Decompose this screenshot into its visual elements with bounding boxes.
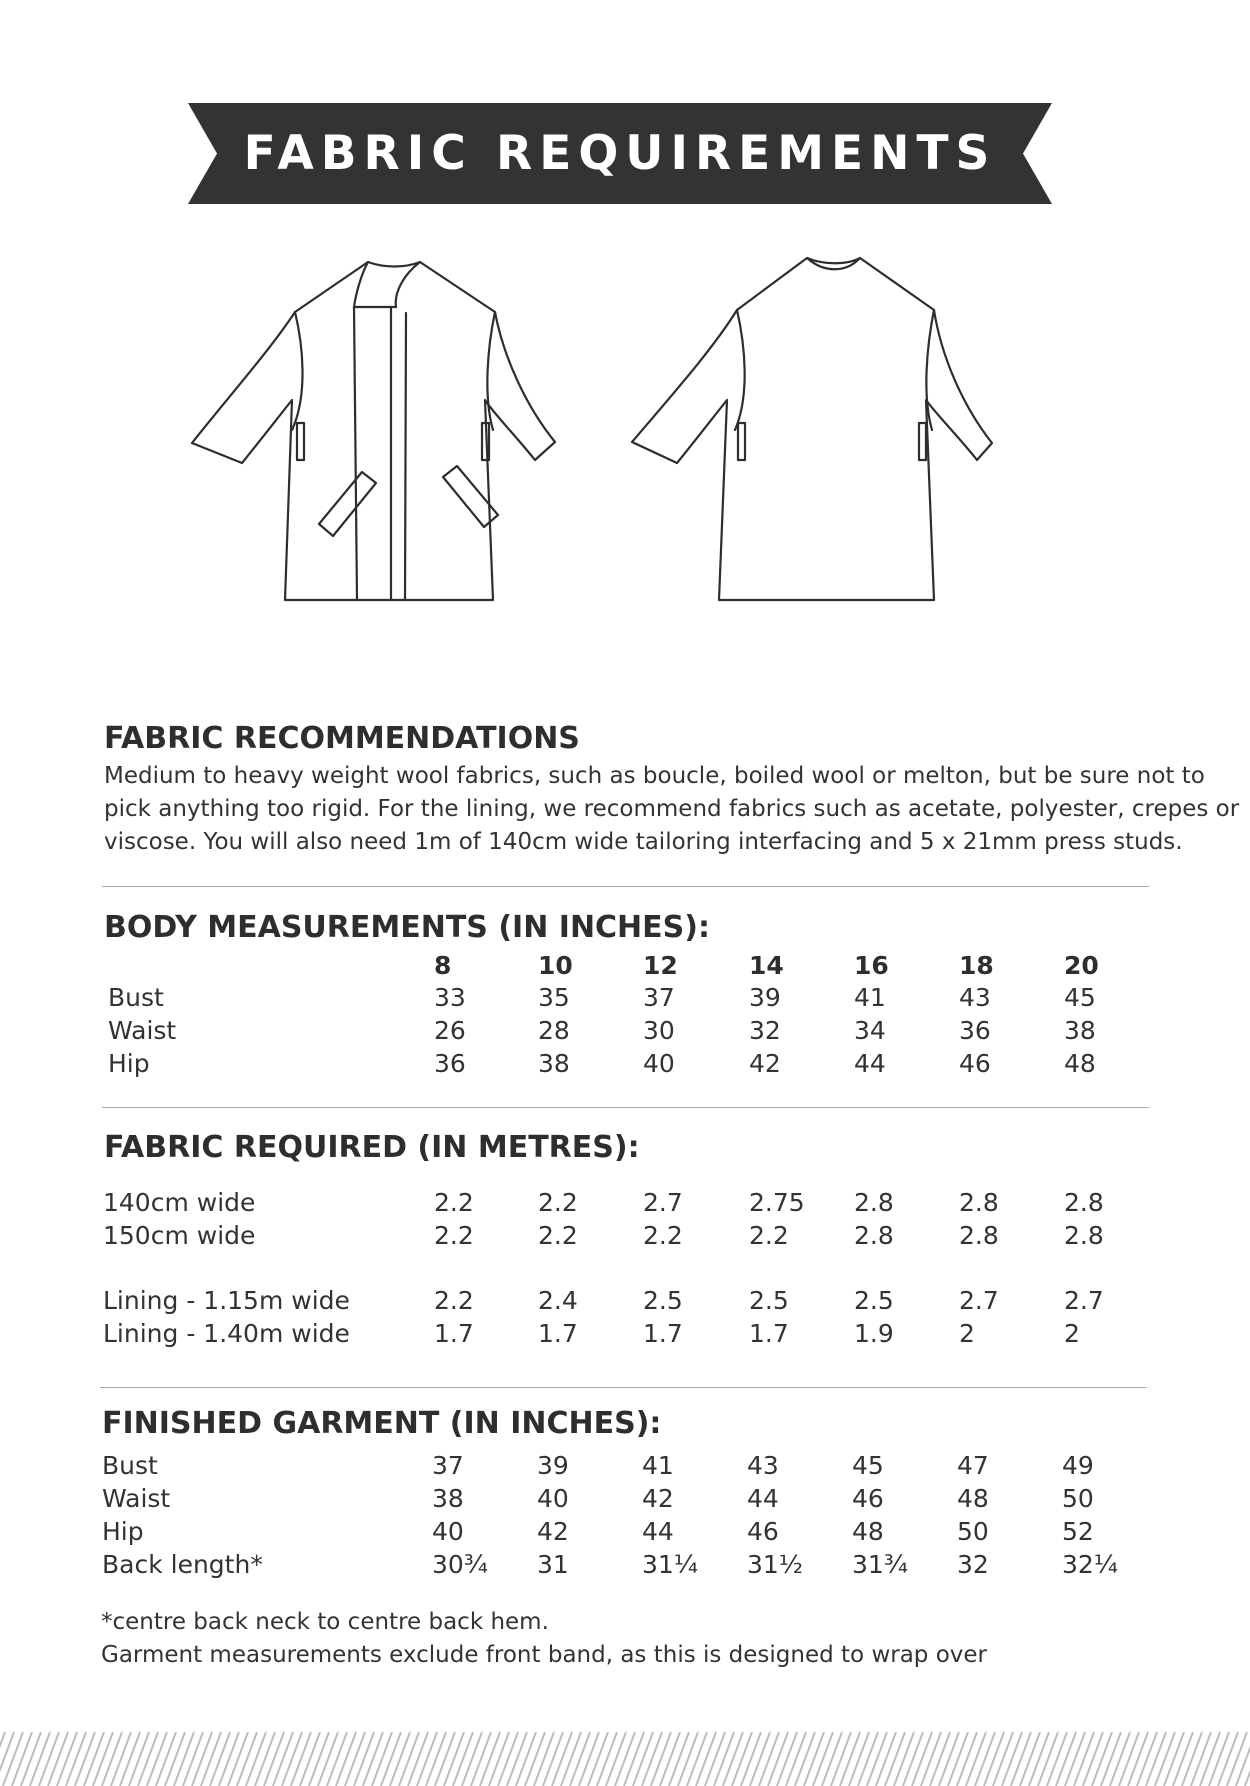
stripe-line xyxy=(228,1732,248,1786)
table-cell: 52 xyxy=(1062,1517,1094,1546)
table-cell: 49 xyxy=(1062,1451,1094,1480)
table-row xyxy=(0,1284,1250,1317)
stripe-line xyxy=(1083,1732,1103,1786)
stripe-line xyxy=(1173,1732,1193,1786)
stripe-line xyxy=(174,1732,194,1786)
table-cell: 2.2 xyxy=(434,1221,474,1250)
table-cell: 44 xyxy=(747,1484,779,1513)
table-cell: 39 xyxy=(749,983,781,1012)
stripe-line xyxy=(111,1732,131,1786)
table-cell: 1.7 xyxy=(643,1319,683,1348)
table-row xyxy=(0,1449,1250,1482)
stripe-line xyxy=(1119,1732,1139,1786)
stripe-line xyxy=(885,1732,905,1786)
table-row xyxy=(0,1186,1250,1219)
table-cell: 31 xyxy=(537,1550,569,1579)
stripe-line xyxy=(687,1732,707,1786)
table-cell: 2.2 xyxy=(538,1221,578,1250)
stripe-line xyxy=(318,1732,338,1786)
row-label: Waist xyxy=(108,1016,177,1045)
table-cell: 48 xyxy=(1064,1049,1096,1078)
table-cell: 2.8 xyxy=(854,1188,894,1217)
table-cell: 1.7 xyxy=(538,1319,578,1348)
stripe-line xyxy=(336,1732,356,1786)
stripe-line xyxy=(66,1732,86,1786)
stripe-line xyxy=(705,1732,725,1786)
stripe-line xyxy=(291,1732,311,1786)
size-header: 18 xyxy=(959,951,994,980)
stripe-line xyxy=(669,1732,689,1786)
stripe-line xyxy=(192,1732,212,1786)
page-title: FABRIC REQUIREMENTS xyxy=(243,126,997,181)
stripe-line xyxy=(786,1732,806,1786)
stripe-line xyxy=(399,1732,419,1786)
table-cell: 40 xyxy=(537,1484,569,1513)
stripe-line xyxy=(1029,1732,1049,1786)
stripe-line xyxy=(471,1732,491,1786)
table-row xyxy=(0,1548,1250,1581)
table-cell: 34 xyxy=(854,1016,886,1045)
stripe-line xyxy=(1047,1732,1067,1786)
table-cell: 38 xyxy=(1064,1016,1096,1045)
stripe-line xyxy=(309,1732,329,1786)
table-cell: 30¾ xyxy=(432,1550,489,1579)
stripe-line xyxy=(813,1732,833,1786)
stripe-line xyxy=(453,1732,473,1786)
fabric-required-heading: FABRIC REQUIRED (IN METRES): xyxy=(104,1130,640,1165)
stripe-line xyxy=(1110,1732,1130,1786)
table-cell: 2.4 xyxy=(538,1286,578,1315)
table-cell: 1.9 xyxy=(854,1319,894,1348)
table-cell: 2.2 xyxy=(749,1221,789,1250)
stripe-line xyxy=(84,1732,104,1786)
stripe-line xyxy=(525,1732,545,1786)
stripe-line xyxy=(561,1732,581,1786)
table-cell: 2.8 xyxy=(854,1221,894,1250)
coat-front-icon xyxy=(192,262,555,600)
stripe-line xyxy=(975,1732,995,1786)
size-header: 20 xyxy=(1064,951,1099,980)
table-cell: 2.8 xyxy=(1064,1188,1104,1217)
stripe-line xyxy=(876,1732,896,1786)
table-cell: 42 xyxy=(642,1484,674,1513)
stripe-line xyxy=(678,1732,698,1786)
stripe-line xyxy=(21,1732,41,1786)
size-header: 10 xyxy=(538,951,573,980)
size-header: 12 xyxy=(643,951,678,980)
stripe-line xyxy=(30,1732,50,1786)
recommendations-line: Medium to heavy weight wool fabrics, such as boucle, boiled wool or melton, but be sure not to xyxy=(104,763,1205,789)
stripe-line xyxy=(714,1732,734,1786)
garment-illustration xyxy=(185,255,1065,619)
stripe-line xyxy=(993,1732,1013,1786)
table-cell: 44 xyxy=(854,1049,886,1078)
stripe-line xyxy=(1128,1732,1148,1786)
table-cell: 36 xyxy=(434,1049,466,1078)
stripe-line xyxy=(660,1732,680,1786)
table-row xyxy=(0,981,1250,1014)
stripe-line xyxy=(1164,1732,1184,1786)
row-label: Bust xyxy=(102,1451,158,1480)
size-header-row xyxy=(0,949,1250,982)
footnote: *centre back neck to centre back hem. xyxy=(101,1609,549,1635)
stripe-line xyxy=(390,1732,410,1786)
table-cell: 2.5 xyxy=(854,1286,894,1315)
stripe-line xyxy=(444,1732,464,1786)
row-label: Bust xyxy=(108,983,164,1012)
recommendations-heading: FABRIC RECOMMENDATIONS xyxy=(104,721,580,756)
table-cell: 38 xyxy=(538,1049,570,1078)
table-cell: 38 xyxy=(432,1484,464,1513)
stripe-line xyxy=(246,1732,266,1786)
row-label: Hip xyxy=(108,1049,150,1078)
table-row xyxy=(0,1219,1250,1252)
stripe-line xyxy=(858,1732,878,1786)
stripe-line xyxy=(138,1732,158,1786)
row-label: Lining - 1.15m wide xyxy=(103,1286,350,1315)
table-cell: 36 xyxy=(959,1016,991,1045)
stripe-line xyxy=(696,1732,716,1786)
stripe-line xyxy=(948,1732,968,1786)
size-header: 14 xyxy=(749,951,784,980)
table-cell: 50 xyxy=(1062,1484,1094,1513)
stripe-line xyxy=(1074,1732,1094,1786)
table-cell: 31½ xyxy=(747,1550,804,1579)
stripe-line xyxy=(939,1732,959,1786)
recommendations-line: viscose. You will also need 1m of 140cm wide tailoring interfacing and 5 x 21mm press studs. xyxy=(104,829,1183,855)
stripe-line xyxy=(633,1732,653,1786)
row-label: Lining - 1.40m wide xyxy=(103,1319,350,1348)
stripe-line xyxy=(642,1732,662,1786)
table-cell: 37 xyxy=(643,983,675,1012)
table-cell: 28 xyxy=(538,1016,570,1045)
table-cell: 2.8 xyxy=(959,1188,999,1217)
stripe-line xyxy=(741,1732,761,1786)
stripe-line xyxy=(48,1732,68,1786)
title-banner xyxy=(188,103,1052,204)
stripe-line xyxy=(624,1732,644,1786)
table-cell: 2.8 xyxy=(1064,1221,1104,1250)
row-label: Hip xyxy=(102,1517,144,1546)
stripe-line xyxy=(264,1732,284,1786)
stripe-line xyxy=(840,1732,860,1786)
stripe-line xyxy=(57,1732,77,1786)
stripe-line xyxy=(1191,1732,1211,1786)
stripe-line xyxy=(1218,1732,1238,1786)
stripe-line xyxy=(102,1732,122,1786)
table-cell: 31¾ xyxy=(852,1550,909,1579)
stripe-line xyxy=(480,1732,500,1786)
stripe-line xyxy=(777,1732,797,1786)
stripe-line xyxy=(1182,1732,1202,1786)
stripe-line xyxy=(156,1732,176,1786)
stripe-line xyxy=(1020,1732,1040,1786)
row-label: 140cm wide xyxy=(103,1188,256,1217)
stripe-line xyxy=(1038,1732,1058,1786)
stripe-line xyxy=(732,1732,752,1786)
table-cell: 48 xyxy=(852,1517,884,1546)
table-cell: 48 xyxy=(957,1484,989,1513)
table-cell: 2.7 xyxy=(959,1286,999,1315)
table-cell: 2 xyxy=(1064,1319,1080,1348)
table-cell: 2.75 xyxy=(749,1188,805,1217)
table-cell: 2.2 xyxy=(538,1188,578,1217)
stripe-line xyxy=(543,1732,563,1786)
table-cell: 45 xyxy=(852,1451,884,1480)
stripe-line xyxy=(183,1732,203,1786)
table-row xyxy=(0,1047,1250,1080)
stripe-line xyxy=(1065,1732,1085,1786)
stripe-line xyxy=(282,1732,302,1786)
divider xyxy=(102,1107,1149,1108)
stripe-line xyxy=(120,1732,140,1786)
stripe-line xyxy=(552,1732,572,1786)
stripe-line xyxy=(723,1732,743,1786)
stripe-line xyxy=(912,1732,932,1786)
stripe-line xyxy=(867,1732,887,1786)
table-cell: 46 xyxy=(852,1484,884,1513)
stripe-line xyxy=(822,1732,842,1786)
row-label: Waist xyxy=(102,1484,171,1513)
stripe-line xyxy=(498,1732,518,1786)
table-cell: 32¼ xyxy=(1062,1550,1119,1579)
stripe-line xyxy=(849,1732,869,1786)
table-cell: 46 xyxy=(747,1517,779,1546)
table-cell: 2.8 xyxy=(959,1221,999,1250)
stripe-line xyxy=(210,1732,230,1786)
recommendations-text xyxy=(104,760,1240,859)
stripe-line xyxy=(957,1732,977,1786)
stripe-line xyxy=(615,1732,635,1786)
table-cell: 41 xyxy=(642,1451,674,1480)
table-cell: 26 xyxy=(434,1016,466,1045)
table-cell: 2.2 xyxy=(434,1188,474,1217)
stripe-line xyxy=(462,1732,482,1786)
stripe-line xyxy=(921,1732,941,1786)
stripe-line xyxy=(534,1732,554,1786)
stripe-line xyxy=(606,1732,626,1786)
stripe-line xyxy=(507,1732,527,1786)
table-cell: 46 xyxy=(959,1049,991,1078)
stripe-line xyxy=(804,1732,824,1786)
table-row xyxy=(0,1515,1250,1548)
stripe-line xyxy=(426,1732,446,1786)
stripe-line xyxy=(129,1732,149,1786)
stripe-line xyxy=(381,1732,401,1786)
stripe-line xyxy=(3,1732,23,1786)
stripe-line xyxy=(147,1732,167,1786)
stripe-line xyxy=(768,1732,788,1786)
stripe-line xyxy=(750,1732,770,1786)
stripe-line xyxy=(930,1732,950,1786)
stripe-line xyxy=(255,1732,275,1786)
stripe-line xyxy=(1200,1732,1220,1786)
coat-back-icon xyxy=(632,258,992,600)
table-cell: 40 xyxy=(432,1517,464,1546)
size-header: 8 xyxy=(434,951,452,980)
table-cell: 41 xyxy=(854,983,886,1012)
divider xyxy=(102,886,1149,887)
table-cell: 33 xyxy=(434,983,466,1012)
stripe-line xyxy=(597,1732,617,1786)
stripe-line xyxy=(1011,1732,1031,1786)
stripe-line xyxy=(201,1732,221,1786)
table-cell: 2.5 xyxy=(749,1286,789,1315)
table-cell: 2.7 xyxy=(1064,1286,1104,1315)
table-cell: 1.7 xyxy=(749,1319,789,1348)
table-cell: 45 xyxy=(1064,983,1096,1012)
stripe-line xyxy=(579,1732,599,1786)
stripe-line xyxy=(1056,1732,1076,1786)
stripe-line xyxy=(1227,1732,1247,1786)
table-cell: 1.7 xyxy=(434,1319,474,1348)
table-cell: 2.5 xyxy=(643,1286,683,1315)
table-cell: 2 xyxy=(959,1319,975,1348)
stripe-line xyxy=(363,1732,383,1786)
stripe-line xyxy=(345,1732,365,1786)
stripe-line xyxy=(903,1732,923,1786)
row-label: 150cm wide xyxy=(103,1221,256,1250)
stripe-line xyxy=(1155,1732,1175,1786)
stripe-line xyxy=(1209,1732,1229,1786)
table-cell: 2.2 xyxy=(643,1221,683,1250)
stripe-line xyxy=(1146,1732,1166,1786)
table-cell: 47 xyxy=(957,1451,989,1480)
stripe-line xyxy=(39,1732,59,1786)
stripe-line xyxy=(894,1732,914,1786)
finished-garment-heading: FINISHED GARMENT (IN INCHES): xyxy=(102,1406,662,1441)
stripe-line xyxy=(219,1732,239,1786)
stripe-line xyxy=(12,1732,32,1786)
stripe-line xyxy=(759,1732,779,1786)
size-header: 16 xyxy=(854,951,889,980)
stripe-line xyxy=(831,1732,851,1786)
stripe-line xyxy=(1092,1732,1112,1786)
stripe-line xyxy=(93,1732,113,1786)
stripe-line xyxy=(408,1732,428,1786)
stripe-line xyxy=(984,1732,1004,1786)
stripe-line xyxy=(1002,1732,1022,1786)
stripe-line xyxy=(966,1732,986,1786)
table-cell: 42 xyxy=(749,1049,781,1078)
table-cell: 2.7 xyxy=(643,1188,683,1217)
table-cell: 42 xyxy=(537,1517,569,1546)
stripe-line xyxy=(417,1732,437,1786)
table-cell: 32 xyxy=(749,1016,781,1045)
table-cell: 37 xyxy=(432,1451,464,1480)
row-label: Back length* xyxy=(102,1550,263,1579)
table-cell: 44 xyxy=(642,1517,674,1546)
stripe-line xyxy=(273,1732,293,1786)
table-row xyxy=(0,1482,1250,1515)
stripe-line xyxy=(237,1732,257,1786)
table-cell: 30 xyxy=(643,1016,675,1045)
table-cell: 35 xyxy=(538,983,570,1012)
table-cell: 31¼ xyxy=(642,1550,699,1579)
coat-drawings xyxy=(185,255,1065,615)
stripe-line xyxy=(651,1732,671,1786)
stripe-line xyxy=(1137,1732,1157,1786)
stripe-line xyxy=(435,1732,455,1786)
table-cell: 39 xyxy=(537,1451,569,1480)
body-measurements-heading: BODY MEASUREMENTS (IN INCHES): xyxy=(104,910,710,945)
table-cell: 32 xyxy=(957,1550,989,1579)
recommendations-line: pick anything too rigid. For the lining, we recommend fabrics such as acetate, polyester, crepes or xyxy=(104,796,1240,822)
stripe-line xyxy=(516,1732,536,1786)
decorative-stripes xyxy=(0,1732,1250,1786)
footnote: Garment measurements exclude front band, as this is designed to wrap over xyxy=(101,1642,988,1668)
table-row xyxy=(0,1317,1250,1350)
table-cell: 40 xyxy=(643,1049,675,1078)
stripe-line xyxy=(75,1732,95,1786)
table-cell: 43 xyxy=(959,983,991,1012)
stripe-line xyxy=(588,1732,608,1786)
stripe-line xyxy=(165,1732,185,1786)
table-cell: 50 xyxy=(957,1517,989,1546)
stripe-line xyxy=(489,1732,509,1786)
table-row xyxy=(0,1014,1250,1047)
stripe-line xyxy=(795,1732,815,1786)
table-cell: 43 xyxy=(747,1451,779,1480)
stripe-line xyxy=(300,1732,320,1786)
stripe-line xyxy=(354,1732,374,1786)
divider xyxy=(100,1387,1147,1388)
stripe-line xyxy=(570,1732,590,1786)
stripe-line xyxy=(372,1732,392,1786)
table-cell: 2.2 xyxy=(434,1286,474,1315)
stripe-line xyxy=(1101,1732,1121,1786)
stripe-line xyxy=(327,1732,347,1786)
